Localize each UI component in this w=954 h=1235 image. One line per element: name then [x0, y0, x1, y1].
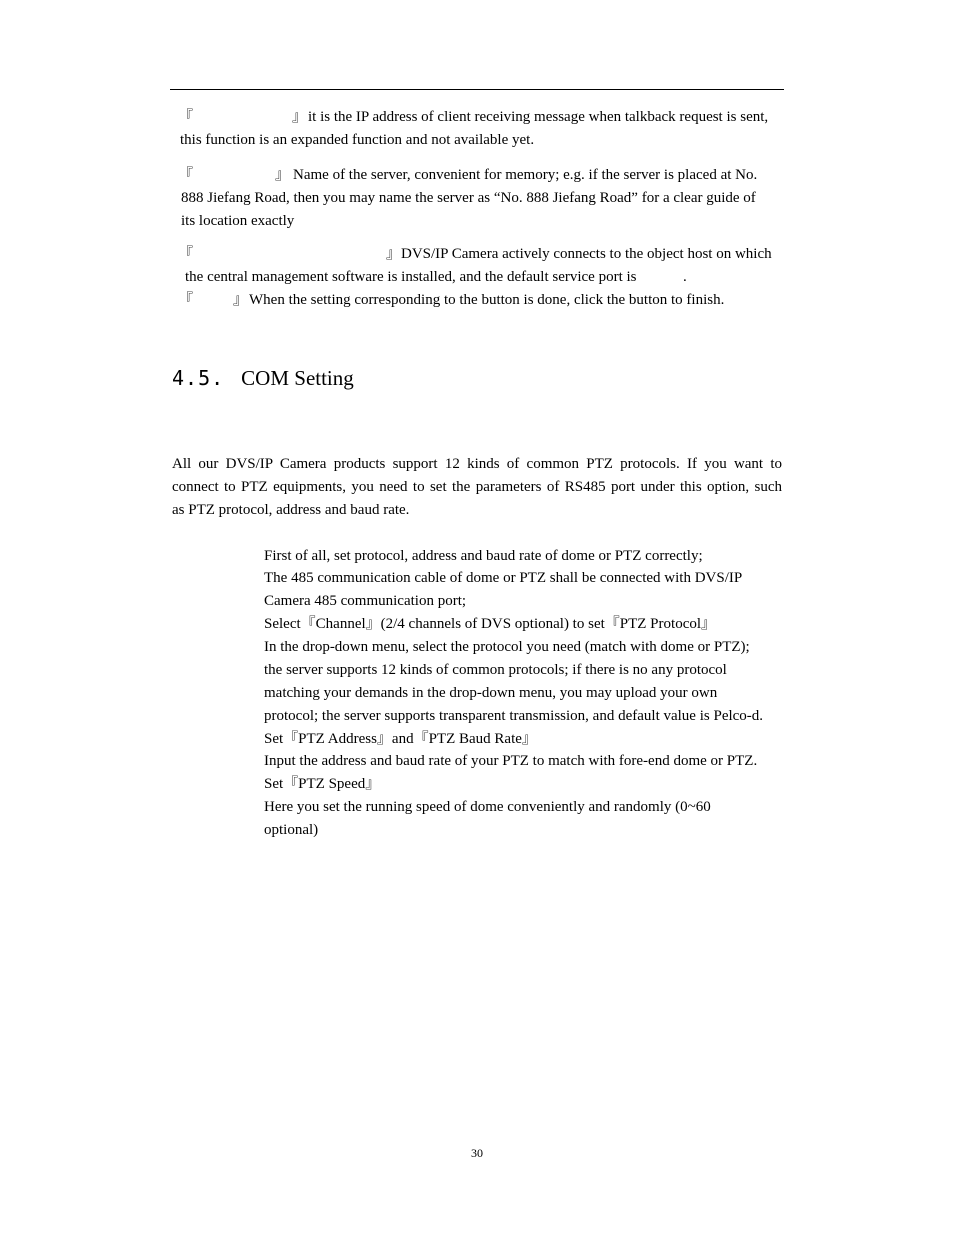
intro-line1: All our DVS/IP Camera products support 12 kinds of common PTZ protocols. If you want to [172, 456, 782, 472]
section-title: COM Setting [241, 366, 354, 390]
bracket-close: 』 [292, 109, 308, 125]
step-line: In the drop-down menu, select the protocol you need (match with dome or PTZ); [264, 639, 750, 655]
bracket-open: 『 [178, 167, 194, 183]
step-line: protocol; the server supports transparent transmission, and default value is Pelco-d. [264, 708, 764, 724]
para2-line1: Name of the server, convenient for memory; e.g. if the server is placed at No. [293, 167, 758, 183]
step-line: Camera 485 communication port; [264, 593, 467, 609]
intro-line2: connect to PTZ equipments, you need to set the parameters of RS485 port under this option, such [172, 479, 782, 495]
bracket-open: 『 [178, 292, 194, 308]
bracket-close: 』 [233, 292, 249, 308]
section-number: 4.5. [172, 366, 225, 390]
step-line: matching your demands in the drop-down menu, you may upload your own [264, 685, 718, 701]
para1-line2: this function is an expanded function and not available yet. [180, 132, 535, 148]
step-line: the server supports 12 kinds of common protocols; if there is no any protocol [264, 662, 727, 678]
step-line: Select『Channel』(2/4 channels of DVS optional) to set『PTZ Protocol』 [264, 616, 717, 632]
step-line: optional) [264, 822, 319, 838]
para4-line1: When the setting corresponding to the button is done, click the button to finish. [249, 292, 725, 308]
intro-line3: as PTZ protocol, address and baud rate. [172, 502, 410, 518]
para3-line2: the central management software is installed, and the default service port is [185, 269, 637, 285]
para2-line3: its location exactly [181, 213, 295, 229]
para2-line2: 888 Jiefang Road, then you may name the server as “No. 888 Jiefang Road” for a clear guide of [181, 190, 756, 206]
para3-line1: DVS/IP Camera actively connects to the object host on which [401, 246, 772, 262]
bracket-open: 『 [178, 109, 194, 125]
step-line: Input the address and baud rate of your PTZ to match with fore-end dome or PTZ. [264, 753, 758, 769]
para3-line2-end: . [683, 269, 687, 285]
bracket-close: 』 [386, 246, 402, 262]
bracket-close: 』 [275, 167, 291, 183]
para1-line1: it is the IP address of client receiving message when talkback request is sent, [308, 109, 769, 125]
step-line: Here you set the running speed of dome conveniently and randomly (0~60 [264, 799, 711, 815]
step-line: Set『PTZ Speed』 [264, 776, 381, 792]
step-line: First of all, set protocol, address and baud rate of dome or PTZ correctly; [264, 548, 703, 564]
section-heading [172, 364, 354, 392]
bracket-open: 『 [178, 246, 194, 262]
step-line: Set『PTZ Address』and『PTZ Baud Rate』 [264, 731, 537, 747]
step-line: The 485 communication cable of dome or PTZ shall be connected with DVS/IP [264, 570, 743, 586]
header-rule [170, 89, 784, 90]
page-number: 30 [471, 1146, 483, 1160]
